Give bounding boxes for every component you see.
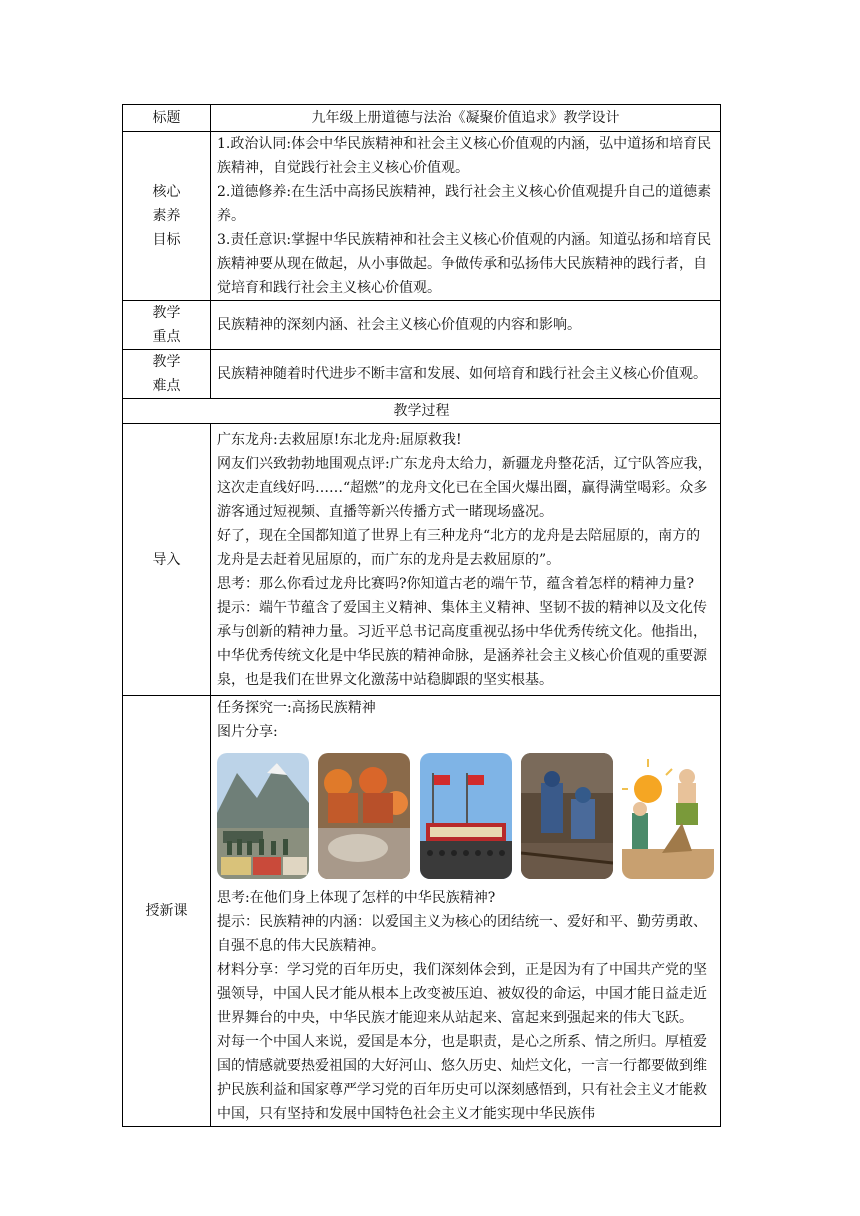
key-points-row <box>123 301 721 350</box>
intro-paragraph: 好了，现在全国都知道了世界上有三种龙舟“北方的龙舟是去陪屈原的，南方的龙舟是去赶着见屈原的，而广东的龙舟是去救屈原的”。 <box>217 527 701 568</box>
workers-at-site-photo <box>521 753 613 879</box>
core-literacy-item: 2.道德修养:在生活中高扬民族精神，践行社会主义核心价值观提升自己的道德素养。 <box>217 184 712 224</box>
lesson-plan-table <box>122 104 721 1127</box>
new-lesson-row <box>123 696 721 1127</box>
key-points-label <box>123 301 211 350</box>
title-row <box>123 105 721 132</box>
label-line: 教学 <box>152 354 181 370</box>
label-line: 难点 <box>152 378 181 394</box>
label-line: 素养 <box>152 208 181 224</box>
new-lesson-label: 授新课 <box>123 696 211 1127</box>
rescue-workers-photo <box>318 753 410 879</box>
process-header-row <box>123 399 721 424</box>
lesson-paragraph: 对每一个中国人来说，爱国是本分，也是职责，是心之所系、情之所归。厚植爱国的情感就要热爱祖国的大好河山、悠久历史、灿烂文化，一言一行都要做到维护民族利益和国家尊严学习党的百年历史可以深刻感悟到，只有社会主义才能救中国，只有坚持和发展中国特色社会主义才能实现中华民族伟 <box>217 1034 707 1122</box>
label-line: 教学 <box>152 305 181 321</box>
label-line: 核心 <box>152 184 181 200</box>
title-label: 标题 <box>123 105 211 132</box>
label-line: 目标 <box>152 232 181 248</box>
kuafu-chasing-sun-illustration <box>622 753 714 879</box>
intro-label: 导入 <box>123 424 211 696</box>
intro-row <box>123 424 721 696</box>
lesson-paragraph: 思考:在他们身上体现了怎样的中华民族精神? <box>217 890 496 906</box>
lesson-paragraph: 提示：民族精神的内涵：以爱国主义为核心的团结统一、爱好和平、勤劳勇敢、自强不息的伟大民族精神。 <box>217 914 707 954</box>
key-points-text: 民族精神的深刻内涵、社会主义核心价值观的内容和影响。 <box>211 301 721 350</box>
new-lesson-content <box>211 696 721 1127</box>
lesson-paragraph: 材料分享：学习党的百年历史，我们深刻体会到，正是因为有了中国共产党的坚强领导，中国人民才能从根本上改变被压迫、被奴役的命运，中国才能日益走近世界舞台的中央，中华民族才能迎来从站起来、富起来到强起来的伟大飞跃。 <box>217 962 707 1026</box>
core-literacy-item: 1.政治认同:体会中华民族精神和社会主义核心价值观的内涵，弘中道扬和培育民族精神，自觉践行社会主义核心价值观。 <box>217 136 712 176</box>
difficult-points-label <box>123 350 211 399</box>
difficult-points-text: 民族精神随着时代进步不断丰富和发展、如何培育和践行社会主义核心价值观。 <box>211 350 721 399</box>
label-line: 重点 <box>152 329 181 345</box>
process-header: 教学过程 <box>123 399 721 424</box>
core-literacy-row <box>123 132 721 301</box>
core-literacy-item: 3.责任意识:掌握中华民族精神和社会主义核心价值观的内涵。知道弘扬和培育民族精神要从现在做起，从小事做起。争做传承和弘扬伟大民族精神的践行者，自觉培育和践行社会主义核心价值观。 <box>217 232 712 296</box>
difficult-points-row <box>123 350 721 399</box>
intro-content <box>211 424 721 696</box>
document-title: 九年级上册道德与法治《凝聚价值追求》教学设计 <box>211 105 721 132</box>
intro-paragraph: 提示：端午节蕴含了爱国主义精神、集体主义精神、坚韧不拔的精神以及文化传承与创新的精神力量。习近平总书记高度重视弘扬中华优秀传统文化。他指出，中华优秀传统文化是中华民族的精神命脉，是涵养社会主义核心价值观的重要源泉，也是我们在世界文化激荡中站稳脚跟的坚实根基。 <box>217 599 707 688</box>
intro-paragraph: 广东龙舟:去救屈原!东北龙舟:屈原救我! <box>217 431 462 448</box>
flag-ceremony-photo <box>420 753 512 879</box>
intro-paragraph: 思考：那么你看过龙舟比赛吗?你知道古老的端午节，蕴含着怎样的精神力量? <box>217 575 695 592</box>
intro-paragraph: 网友们兴致勃勃地围观点评:广东龙舟太给力，新疆龙舟整花活，辽宁队答应我，这次走直线好吗……“超燃”的龙舟文化已在全国火爆出圈，赢得满堂喝彩。众多游客通过短视频、直播等新兴传播方式一睹现场盛况。 <box>217 455 712 520</box>
photo-gallery <box>217 744 714 886</box>
disaster-relief-team-photo <box>217 753 309 879</box>
core-literacy-label <box>123 132 211 301</box>
photo-share-label: 图片分享: <box>217 724 278 740</box>
core-literacy-content <box>211 132 721 301</box>
task-title: 任务探究一:高扬民族精神 <box>217 700 376 716</box>
